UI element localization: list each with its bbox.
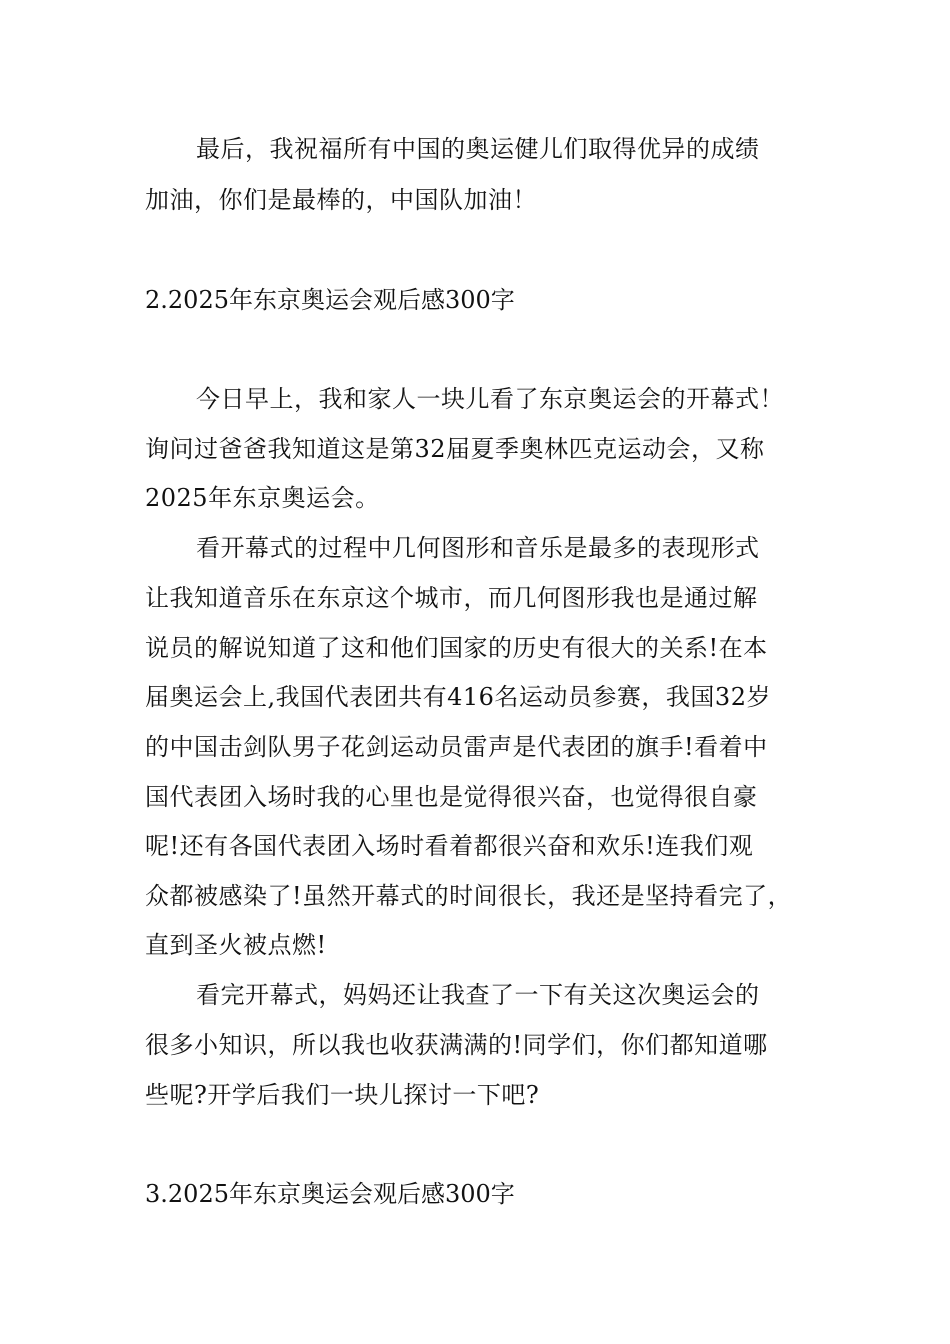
paragraph-line: 直到圣火被点燃! [145, 931, 327, 959]
paragraph-line: 很多小知识，所以我也收获满满的!同学们，你们都知道哪 [145, 1031, 768, 1059]
paragraph-line: 2025年东京奥运会。 [145, 484, 380, 512]
paragraph-line: 最后，我祝福所有中国的奥运健儿们取得优异的成绩 [196, 135, 760, 163]
paragraph-line: 众都被感染了!虽然开幕式的时间很长，我还是坚持看完了， [145, 882, 793, 910]
paragraph-line: 加油，你们是最棒的，中国队加油！ [145, 186, 537, 214]
paragraph-line: 说员的解说知道了这和他们国家的历史有很大的关系!在本 [145, 634, 768, 662]
section-heading-2: 2.2025年东京奥运会观后感300字 [145, 286, 515, 314]
paragraph-line: 让我知道音乐在东京这个城市，而几何图形我也是通过解 [145, 584, 758, 612]
paragraph-line: 呢!还有各国代表团入场时看着都很兴奋和欢乐!连我们观 [145, 832, 754, 860]
paragraph-line: 看开幕式的过程中几何图形和音乐是最多的表现形式 [196, 534, 760, 562]
paragraph-line: 的中国击剑队男子花剑运动员雷声是代表团的旗手!看着中 [145, 733, 768, 761]
paragraph-line: 询问过爸爸我知道这是第32届夏季奥林匹克运动会，又称 [145, 435, 765, 463]
section-heading-3: 3.2025年东京奥运会观后感300字 [145, 1180, 515, 1208]
paragraph-line: 些呢?开学后我们一块儿探讨一下吧? [145, 1081, 540, 1109]
paragraph-line: 届奥运会上,我国代表团共有416名运动员参赛，我国32岁 [145, 683, 771, 711]
paragraph-line: 今日早上，我和家人一块儿看了东京奥运会的开幕式！ [196, 385, 784, 413]
paragraph-line: 国代表团入场时我的心里也是觉得很兴奋，也觉得很自豪 [145, 783, 758, 811]
paragraph-line: 看完开幕式，妈妈还让我查了一下有关这次奥运会的 [196, 981, 760, 1009]
